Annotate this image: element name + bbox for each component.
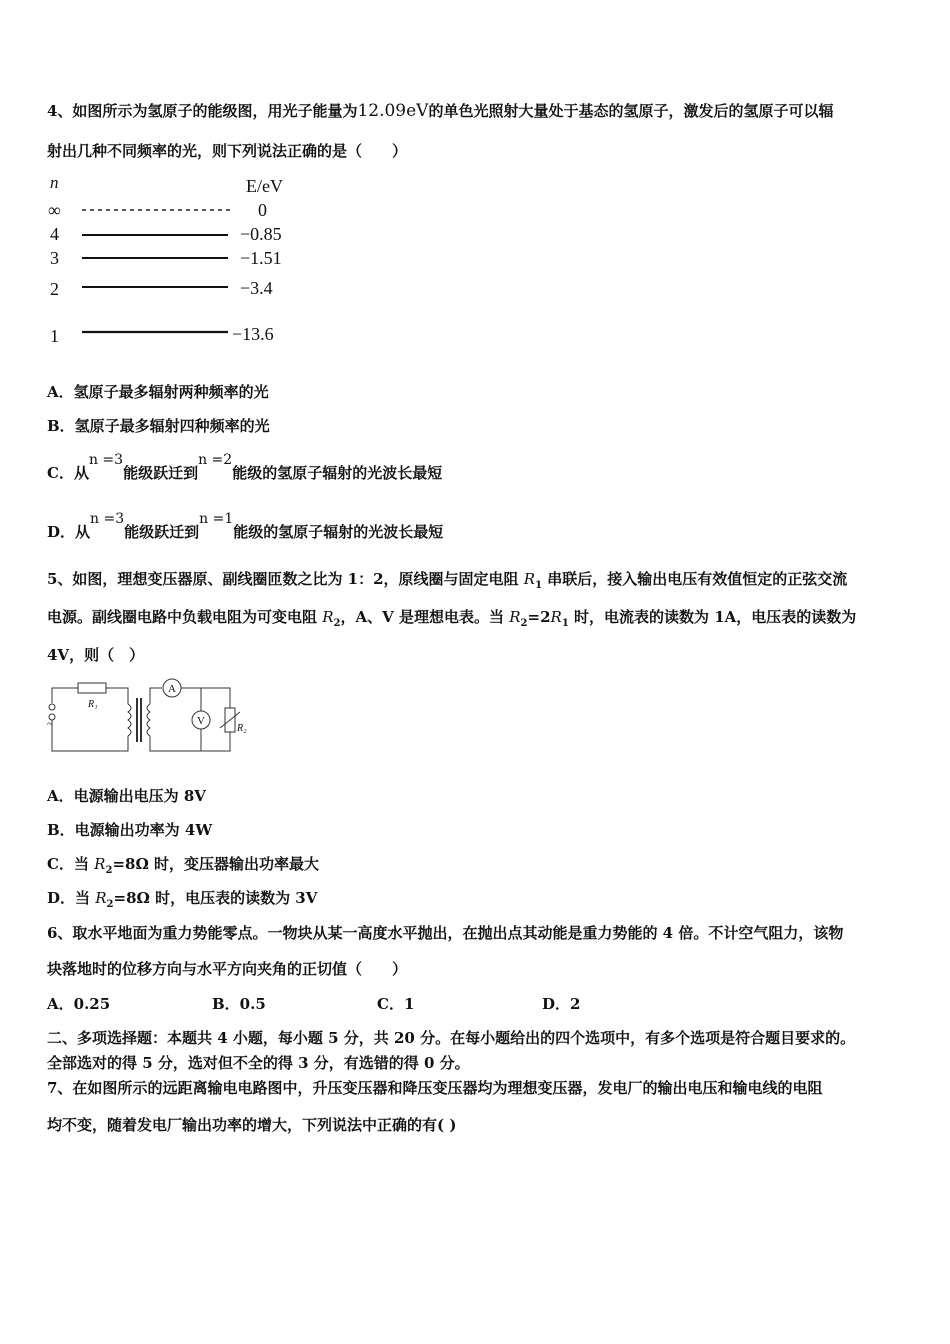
level-n-4: 4 [50, 224, 59, 244]
q4-energy-value: 12.09eV [357, 101, 429, 121]
label-ac-source: ~ [47, 718, 53, 730]
diagram-e-header: E/eV [246, 176, 283, 196]
q7-stem-line1: 7、在如图所示的远距离输电电路图中，升压变压器和降压变压器均为理想变压器，发电厂的输出电压和输电线的电阻 [47, 1079, 823, 1097]
q4-option-c: C．从n =3能级跃迁到n =2能级的氢原子辐射的光波长最短 [47, 452, 443, 482]
q4-option-b: B．氢原子最多辐射四种频率的光 [47, 417, 270, 435]
diagram-n-header: n [50, 173, 59, 192]
q6-option-c: C．1 [377, 995, 415, 1013]
q4-c-n-from: n =3 [88, 452, 124, 468]
q6-option-a: A．0.25 [47, 995, 111, 1013]
level-n-2: 2 [50, 279, 59, 299]
level-e-2: −3.4 [240, 278, 273, 298]
q6-option-b: B．0.5 [212, 995, 266, 1013]
q4-c-n-to: n =2 [198, 452, 233, 468]
secondary-coil [147, 704, 150, 736]
q4-d-n-from: n =3 [90, 511, 125, 527]
level-n-inf: ∞ [48, 200, 61, 220]
q4-option-a: A．氢原子最多辐射两种频率的光 [47, 383, 269, 401]
energy-level-diagram [40, 170, 310, 350]
transformer-circuit-diagram [44, 676, 264, 761]
level-n-3: 3 [50, 248, 59, 268]
q6-stem-line2: 块落地时的位移方向与水平方向夹角的正切值（ ） [47, 960, 408, 978]
section2-heading-line2: 全部选对的得 5 分，选对但不全的得 3 分，有选错的得 0 分。 [47, 1054, 470, 1072]
q5-stem-line2: 电源。副线圈电路中负载电阻为可变电阻 $R_2$，A、V 是理想电表。当 $R_2=2R_1$ 时，电流表的读数为 1A，电压表的读数为 [47, 608, 857, 629]
level-n-1: 1 [50, 326, 59, 346]
label-ammeter: A [168, 683, 176, 695]
level-e-4: −0.85 [240, 224, 282, 244]
label-r1: R₁ [88, 699, 98, 710]
q4-stem-line2: 射出几种不同频率的光，则下列说法正确的是（ ） [47, 142, 408, 160]
q5-stem-line1: 5、如图，理想变压器原、副线圈匝数之比为 1：2，原线圈与固定电阻 $R_1$ 串联后，接入输出电压有效值恒定的正弦交流 [47, 570, 848, 591]
q5-option-c: C．当 $R_2=8\Omega$ 时，变压器输出功率最大 [47, 855, 320, 876]
q5-stem-line3: 4V，则（ ） [47, 646, 145, 664]
level-e-inf: 0 [258, 200, 267, 220]
section2-heading-line1: 二、多项选择题：本题共 4 小题，每小题 5 分，共 20 分。在每小题给出的四个选项中，有多个选项是符合题目要求的。 [47, 1029, 856, 1047]
q4-stem-line1: 4、如图所示为氢原子的能级图，用光子能量为12.09eV的单色光照射大量处于基态的氢原子，激发后的氢原子可以辐 [47, 101, 834, 121]
q5-option-a: A．电源输出电压为 8V [47, 787, 206, 805]
source-terminal-top [49, 704, 55, 710]
q6-stem-line1: 6、取水平地面为重力势能零点。一物块从某一高度水平抛出，在抛出点其动能是重力势能的 4 倍。不计空气阻力，该物 [47, 924, 844, 942]
level-e-1: −13.6 [232, 324, 274, 344]
q4-option-d: D．从n =3能级跃迁到n =1能级的氢原子辐射的光波长最短 [47, 511, 444, 541]
q5-option-b: B．电源输出功率为 4W [47, 821, 213, 839]
resistor-r1 [78, 683, 106, 693]
label-r2: R₂ [237, 723, 247, 734]
q6-option-d: D．2 [542, 995, 581, 1013]
label-voltmeter: V [197, 715, 205, 727]
primary-coil [128, 704, 131, 736]
q7-stem-line2: 均不变，随着发电厂输出功率的增大，下列说法中正确的有( ) [47, 1116, 457, 1134]
q4-d-n-to: n =1 [199, 511, 234, 527]
level-e-3: −1.51 [240, 248, 282, 268]
q5-option-d: D．当 $R_2=8\Omega$ 时，电压表的读数为 3V [47, 889, 318, 910]
